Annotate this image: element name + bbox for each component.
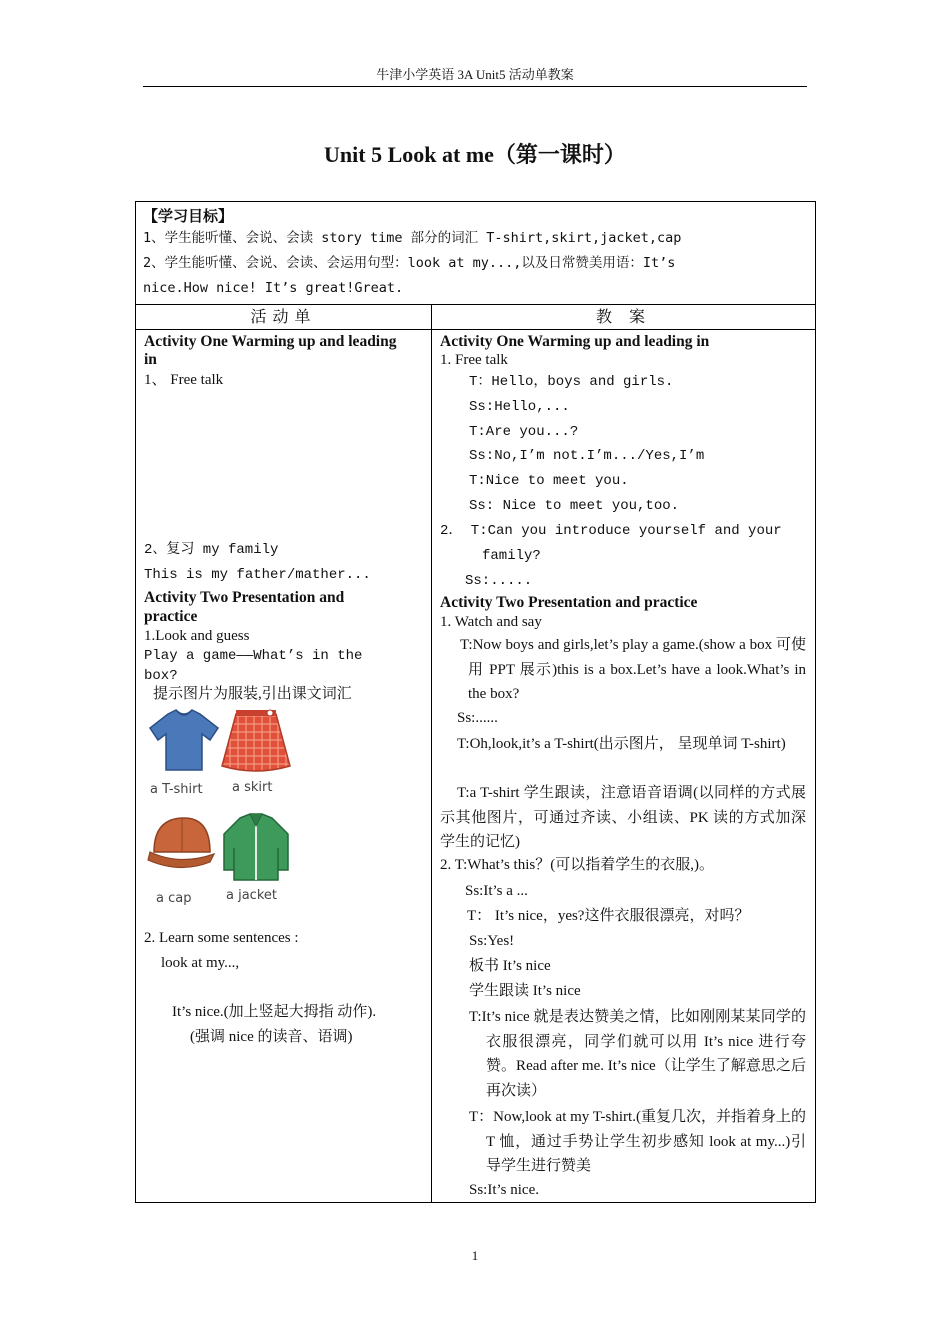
left-learn-sentences: 2. Learn some sentences : [144, 930, 299, 946]
document-title: Unit 5 Look at me（第一课时） [324, 142, 626, 167]
tshirt-caption: a T-shirt [150, 782, 203, 797]
plan-para-12: T：Now,look at my T-shirt.(重复几次，并指着身上的 T 恤，通过手势让学生初步感知 look at my...)引导学生进行赞美 [469, 1109, 806, 1174]
left-act1-title-2: in [144, 351, 157, 368]
tshirt-image [146, 706, 222, 778]
lesson-plan-column [432, 330, 816, 1203]
plan-para-10: 学生跟读 It’s nice [469, 983, 581, 999]
left-look-guess: 1.Look and guess [144, 628, 250, 644]
plan-para-9: 板书 It’s nice [469, 958, 551, 974]
watch-and-say: 1. Watch and say [440, 614, 542, 630]
dialogue-3: T:Are you...? [469, 424, 579, 440]
page-header: 牛津小学英语 3A Unit5 活动单教案 [143, 66, 807, 87]
goal-line-1: 1、学生能听懂、会说、会读 story time 部分的词汇 T-shirt,skirt,jacket,cap [143, 230, 682, 246]
left-act2-title: Activity Two Presentation and [144, 589, 345, 606]
left-act1-title: Activity One Warming up and leading [144, 333, 397, 350]
dialogue-2: Ss:Hello,... [469, 399, 570, 415]
left-hint: 提示图片为服装,引出课文词汇 [153, 686, 352, 702]
plan-para-11: T:It’s nice 就是表达赞美之情，比如刚刚某某同学的衣服很漂亮，同学们就可以用 It’s nice 进行夸赞。Read after me. It’s nice（让学生了解意思之后再次读） [469, 1009, 806, 1099]
dialogue-1: T：Hello，boys and girls. [469, 374, 674, 390]
dialogue-5: T:Nice to meet you. [469, 473, 629, 489]
plan-para-2: Ss:...... [457, 710, 498, 726]
goal-line-3: nice.How nice! It’s great!Great. [143, 280, 404, 296]
dialogue-6: Ss: Nice to meet you,too. [469, 498, 680, 514]
skirt-image [218, 704, 294, 780]
left-review: 2、复习 my family [144, 542, 279, 558]
left-box: box? [144, 668, 178, 684]
plan-para-13: Ss:It’s nice. [469, 1182, 539, 1198]
right-act1-title: Activity One Warming up and leading in [440, 333, 710, 350]
dialogue-4: Ss:No,I’m not.I’m.../Yes,I’m [469, 448, 705, 464]
intro-question: 2． T:Can you introduce yourself and your [440, 523, 782, 539]
plan-para-1-text: T:Now boys and girls,let’s play a game.(show a box 可使用 PPT 展示)this is a box.Let’s have a look.What’s in the box? [460, 637, 806, 702]
skirt-caption: a skirt [232, 780, 273, 795]
plan-para-8: Ss:Yes! [469, 933, 515, 949]
jacket-caption: a jacket [226, 888, 277, 903]
intro-question-2: family? [482, 548, 541, 564]
left-stress-note: (强调 nice 的读音、语调) [190, 1029, 353, 1045]
left-act2-title-2: practice [144, 608, 198, 625]
skirt-shape [222, 714, 290, 771]
cap-caption: a cap [156, 891, 192, 906]
plan-para-7: T： It’s nice，yes?这件衣服很漂亮，对吗？ [467, 908, 750, 924]
left-free-talk: 1、 Free talk [144, 372, 224, 388]
plan-para-1 [460, 633, 806, 707]
learning-goals [136, 202, 816, 305]
activity-column [136, 330, 432, 1203]
lesson-table [135, 201, 816, 1203]
column-header-activity: 活动单 [136, 305, 432, 330]
right-act2-title: Activity Two Presentation and practice [440, 594, 698, 611]
plan-para-6: Ss:It’s a ... [465, 883, 528, 899]
left-its-nice: It’s nice.(加上竖起大拇指 动作). [172, 1004, 377, 1020]
page-number: 1 [471, 1248, 479, 1263]
tshirt-shape [150, 710, 218, 770]
plan-para-4: T:a T-shirt 学生跟读，注意语音语调(以同样的方式展示其他图片，可通过齐读、小组读、PK 读的方式加深学生的记忆) [440, 785, 806, 850]
right-free-talk: 1. Free talk [440, 352, 508, 368]
intro-answer: Ss:..... [465, 573, 533, 589]
left-look-at-my: look at my..., [161, 955, 240, 971]
goal-line-2: 2、学生能听懂、会说、会读、会运用句型：look at my...,以及日常赞美用语：It’s [143, 255, 676, 271]
column-header-plan: 教 案 [432, 305, 816, 330]
plan-para-5: 2. T:What’s this？(可以指着学生的衣服,)。 [440, 857, 714, 873]
cap-image [144, 810, 220, 882]
jacket-image [216, 808, 296, 888]
left-play-game: Play a game——What’s in the [144, 648, 363, 664]
plan-para-3: T:Oh,look,it’s a T-shirt(出示图片， 呈现单词 T-shirt) [457, 736, 786, 752]
left-review-line: This is my father/mather... [144, 567, 371, 583]
goals-heading: 【学习目标】 [143, 207, 234, 225]
